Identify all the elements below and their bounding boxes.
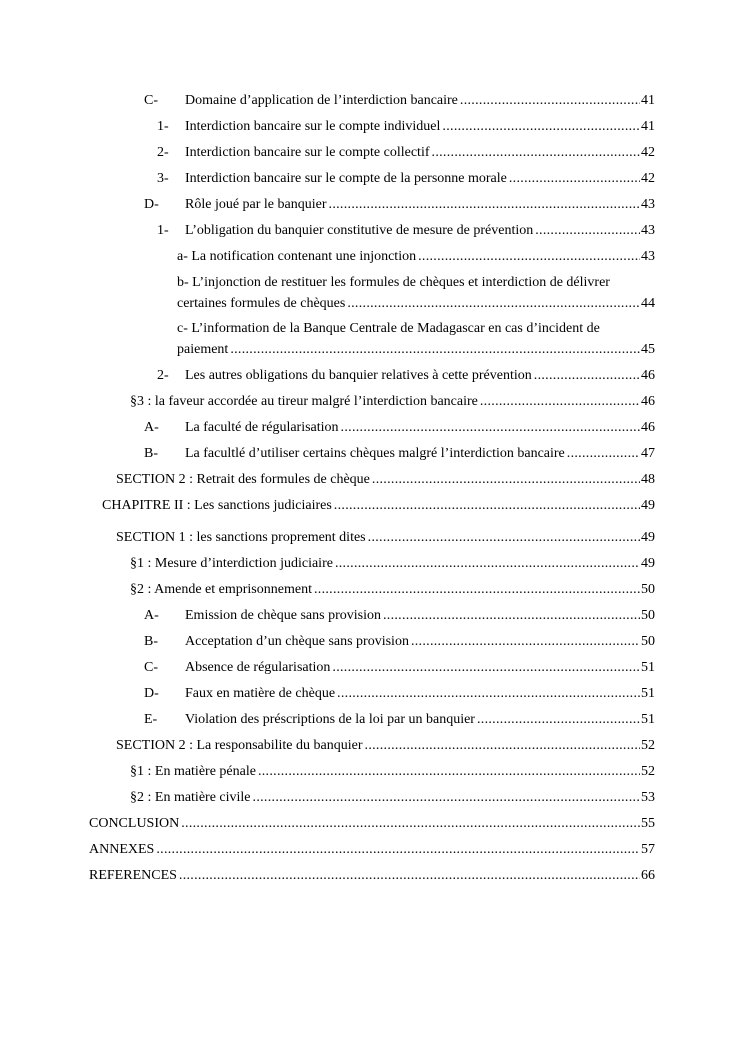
toc-entry[interactable] (130, 581, 655, 599)
toc-entry[interactable] (102, 497, 655, 515)
toc-entry-page: 48 (641, 472, 655, 487)
dot-leader (179, 867, 640, 885)
dot-leader (535, 222, 640, 240)
toc-entry-page: 52 (641, 738, 655, 753)
toc-entry-label: 2- (157, 368, 169, 383)
toc-entry-text: Les autres obligations du banquier relatives à cette prévention (185, 368, 532, 383)
toc-entry-page: 53 (641, 790, 655, 805)
toc-entry-text: Interdiction bancaire sur le compte individuel (185, 119, 441, 134)
toc-entry-text: La faculté de régularisation (185, 420, 339, 435)
toc-entry[interactable] (144, 685, 655, 703)
dot-leader (383, 607, 640, 625)
toc-entry-text: REFERENCES (89, 868, 177, 883)
toc-entry-page: 41 (641, 93, 655, 108)
toc-entry[interactable] (157, 367, 655, 385)
toc-entry[interactable] (116, 529, 655, 547)
toc-entry-label: A- (144, 608, 159, 623)
toc-entry-label: 3- (157, 171, 169, 186)
toc-entry-text: SECTION 2 : Retrait des formules de chèque (116, 472, 370, 487)
dot-leader (418, 248, 640, 266)
toc-entry[interactable] (144, 196, 655, 214)
toc-entry-text: certaines formules de chèques (177, 296, 346, 311)
toc-entry[interactable] (157, 222, 655, 240)
toc-entry-page: 47 (641, 446, 655, 461)
dot-leader (334, 497, 640, 515)
toc-entry[interactable] (130, 789, 655, 807)
toc-entry-page: 43 (641, 249, 655, 264)
dot-leader (442, 118, 640, 136)
dot-leader (332, 659, 640, 677)
toc-entry[interactable] (157, 170, 655, 188)
dot-leader (411, 633, 640, 651)
dot-leader (534, 367, 640, 385)
toc-entry-page: 50 (641, 582, 655, 597)
toc-entry-page: 42 (641, 145, 655, 160)
toc-entry-text: CONCLUSION (89, 816, 180, 831)
dot-leader (337, 685, 640, 703)
toc-entry[interactable] (144, 659, 655, 677)
toc-entry[interactable] (144, 711, 655, 729)
dot-leader (258, 763, 640, 781)
toc-entry-page: 57 (641, 842, 655, 857)
toc-entry-page: 50 (641, 608, 655, 623)
toc-entry-text: §2 : En matière civile (130, 790, 251, 805)
toc-entry-page: 50 (641, 634, 655, 649)
toc-entry[interactable] (89, 867, 655, 885)
toc-entry[interactable] (116, 471, 655, 489)
toc-entry-label: C- (144, 93, 158, 108)
toc-entry[interactable] (177, 248, 655, 266)
dot-leader (567, 445, 640, 463)
toc-entry-page: 51 (641, 686, 655, 701)
toc-entry-page: 49 (641, 556, 655, 571)
toc-entry-page: 49 (641, 530, 655, 545)
dot-leader (509, 170, 640, 188)
toc-entry-text: Rôle joué par le banquier (185, 197, 327, 212)
toc-entry[interactable] (144, 445, 655, 463)
toc-entry-label: B- (144, 634, 158, 649)
toc-entry-page: 51 (641, 712, 655, 727)
toc-entry-page: 66 (641, 868, 655, 883)
toc-entry-label: B- (144, 446, 158, 461)
toc-entry-page: 42 (641, 171, 655, 186)
dot-leader (432, 144, 640, 162)
toc-entry-text: L’obligation du banquier constitutive de mesure de prévention (185, 223, 534, 238)
toc-entry-text: Domaine d’application de l’interdiction bancaire (185, 93, 458, 108)
toc-entry-label: 2- (157, 145, 169, 160)
toc-entry-label: D- (144, 197, 159, 212)
toc-entry-label: 1- (157, 119, 169, 134)
toc-entry[interactable] (130, 763, 655, 781)
toc-entry-text: Interdiction bancaire sur le compte de la personne morale (185, 171, 507, 186)
toc-entry-page: 43 (641, 223, 655, 238)
toc-entry-text: §1 : Mesure d’interdiction judiciaire (130, 556, 333, 571)
toc-entry[interactable] (144, 607, 655, 625)
toc-entry-first-line: b- L’injonction de restituer les formules de chèques et interdiction de délivrer (177, 275, 610, 290)
toc-entry-page: 46 (641, 420, 655, 435)
dot-leader (181, 815, 640, 833)
dot-leader (477, 711, 640, 729)
toc-entry-text: Emission de chèque sans provision (185, 608, 381, 623)
toc-entry-page: 41 (641, 119, 655, 134)
dot-leader (480, 393, 640, 411)
toc-entry[interactable] (144, 419, 655, 437)
dot-leader (329, 196, 640, 214)
dot-leader (347, 295, 640, 313)
toc-entry-text: a- La notification contenant une injonction (177, 249, 417, 264)
dot-leader (341, 419, 640, 437)
toc-entry-text: Absence de régularisation (185, 660, 331, 675)
toc-entry-page: 46 (641, 368, 655, 383)
toc-entry-page: 44 (641, 296, 655, 311)
toc-entry-text: SECTION 1 : les sanctions proprement dites (116, 530, 366, 545)
toc-entry-text: §2 : Amende et emprisonnement (130, 582, 312, 597)
toc-entry[interactable] (89, 815, 655, 833)
toc-entry-label: 1- (157, 223, 169, 238)
toc-entry-label: A- (144, 420, 159, 435)
toc-entry-text: Faux en matière de chèque (185, 686, 336, 701)
toc-entry-text: SECTION 2 : La responsabilite du banquier (116, 738, 363, 753)
toc-entry-text: §1 : En matière pénale (130, 764, 256, 779)
toc-entry-page: 46 (641, 394, 655, 409)
dot-leader (372, 471, 640, 489)
toc-entry[interactable] (144, 92, 655, 110)
dot-leader (253, 789, 640, 807)
toc-entry[interactable] (130, 393, 655, 411)
toc-entry-page: 43 (641, 197, 655, 212)
toc-entry[interactable] (89, 841, 655, 859)
toc-entry-page: 45 (641, 342, 655, 357)
toc-entry-text: Violation des préscriptions de la loi par un banquier (185, 712, 475, 727)
toc-entry[interactable] (130, 555, 655, 573)
dot-leader (314, 581, 640, 599)
dot-leader (368, 529, 640, 547)
toc-entry-page: 55 (641, 816, 655, 831)
toc-entry[interactable] (116, 737, 655, 755)
toc-entry[interactable] (144, 633, 655, 651)
toc-entry[interactable] (157, 144, 655, 162)
dot-leader (365, 737, 640, 755)
toc-entry-page: 51 (641, 660, 655, 675)
toc-entry-text: ANNEXES (89, 842, 155, 857)
toc-entry-first-line: c- L’information de la Banque Centrale de Madagascar en cas d’incident de (177, 321, 600, 336)
toc-entry-page: 49 (641, 498, 655, 513)
dot-leader (156, 841, 640, 859)
toc-entry-text: Interdiction bancaire sur le compte collectif (185, 145, 430, 160)
toc-entry-text: §3 : la faveur accordée au tireur malgré l’interdiction bancaire (130, 394, 478, 409)
dot-leader (230, 341, 640, 359)
toc-entry[interactable] (157, 118, 655, 136)
toc-entry-label: D- (144, 686, 159, 701)
dot-leader (335, 555, 640, 573)
toc-entry-label: E- (144, 712, 158, 727)
toc-entry-label: C- (144, 660, 158, 675)
toc-entry-text: Acceptation d’un chèque sans provision (185, 634, 409, 649)
toc-entry[interactable] (177, 274, 655, 313)
toc-entry-text: paiement (177, 342, 229, 357)
toc-entry-page: 52 (641, 764, 655, 779)
dot-leader (460, 92, 640, 110)
toc-entry-text: La facultlé d’utiliser certains chèques malgré l’interdiction bancaire (185, 446, 565, 461)
toc-entry-text: CHAPITRE II : Les sanctions judiciaires (102, 498, 332, 513)
toc-entry[interactable] (177, 320, 655, 359)
